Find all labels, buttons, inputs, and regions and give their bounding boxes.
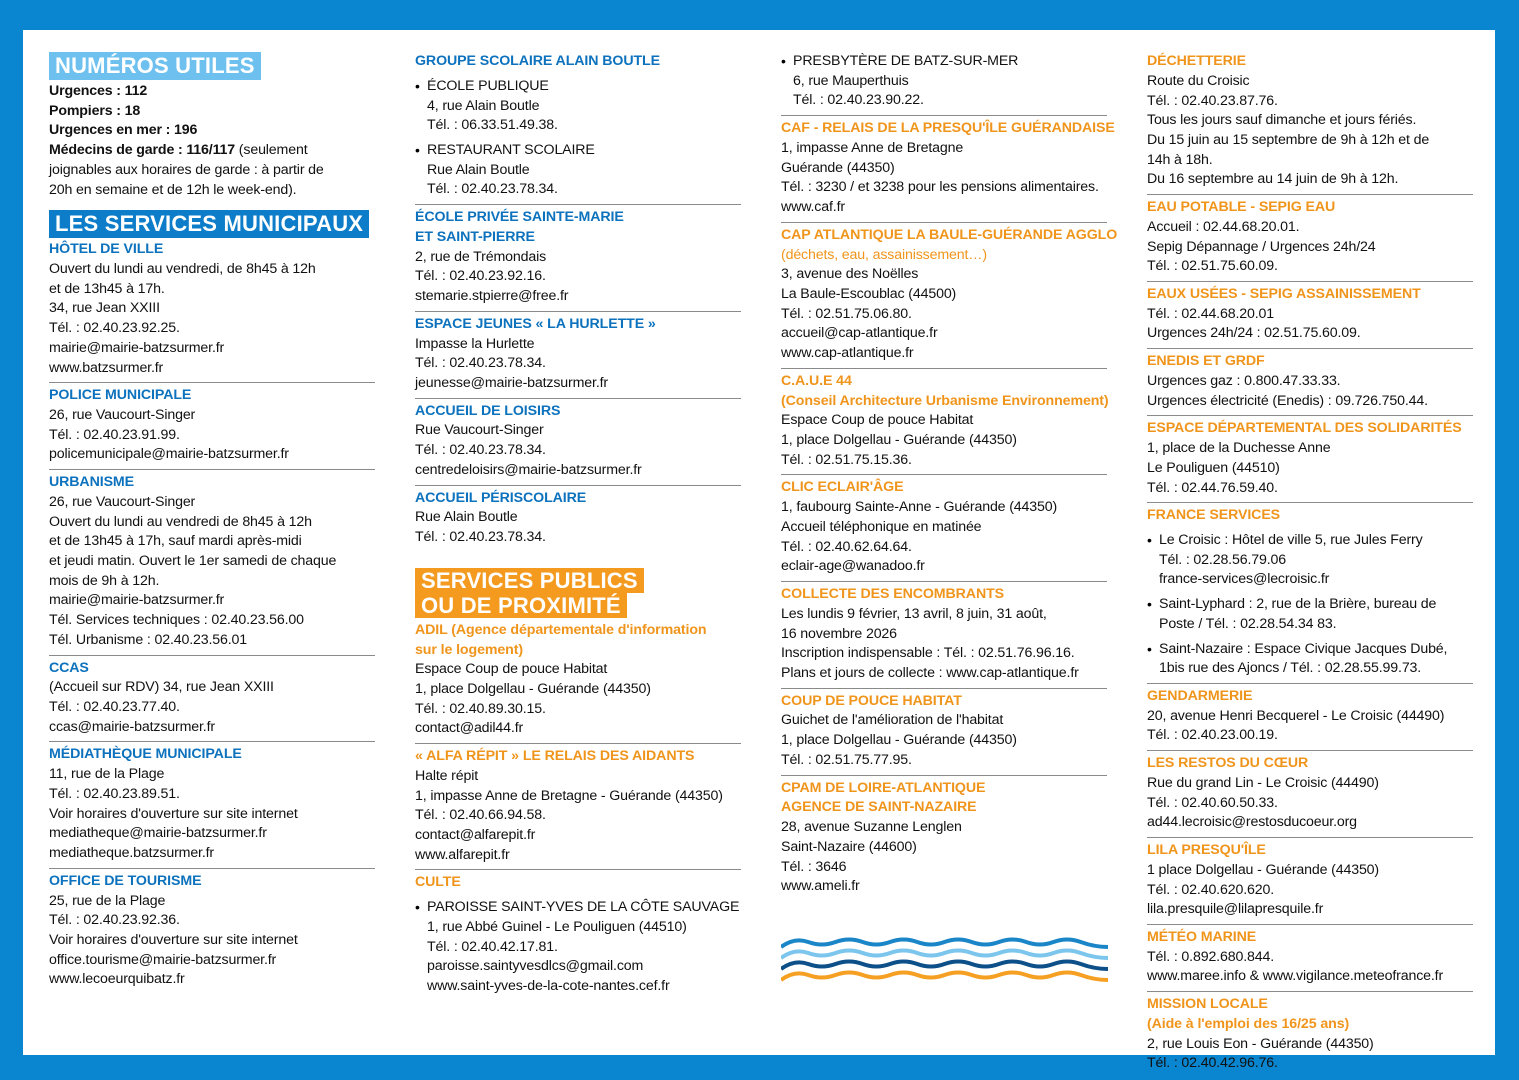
section-title: CCAS [49, 659, 89, 676]
numero-medecins [49, 141, 375, 161]
phone: Tél. : 02.40.23.00.19. [1147, 727, 1278, 744]
phone: Tél. : 02.40.23.92.25. [49, 320, 180, 337]
section-restos-du-coeur [1147, 751, 1473, 838]
email-link[interactable]: jeunesse@mairie-batzsurmer.fr [415, 374, 608, 391]
section-title: ENEDIS ET GRDF [1147, 353, 1265, 370]
section-espace-jeunes [415, 312, 741, 399]
address: Route du Croisic [1147, 72, 1250, 89]
section-title: MISSION LOCALE [1147, 996, 1268, 1013]
email-link[interactable]: ccas@mairie-batzsurmer.fr [49, 718, 215, 735]
section-title: OFFICE DE TOURISME [49, 872, 202, 889]
bullet-title: ÉCOLE PUBLIQUE [427, 77, 549, 94]
phone: Tél. : 02.44.76.59.40. [1147, 479, 1278, 496]
section-lila-presquile [1147, 838, 1473, 925]
bullet-icon: • [1147, 596, 1152, 613]
phone: Tél. : 02.40.89.30.15. [415, 700, 546, 717]
website-link[interactable]: www.saint-yves-de-la-cote-nantes.cef.fr [427, 978, 670, 995]
address: 1, place de la Duchesse Anne [1147, 440, 1331, 457]
dates: Les lundis 9 février, 13 avril, 8 juin, 31 août, [781, 605, 1047, 622]
address: Le Pouliguen (44510) [1147, 459, 1280, 476]
website-link[interactable]: www.batzsurmer.fr [49, 359, 164, 376]
address: Saint-Nazaire (44600) [781, 838, 917, 855]
address: 1, place Dolgellau - Guérande (44350) [781, 432, 1017, 449]
phone: Urgences 24h/24 : 02.51.75.60.09. [1147, 325, 1361, 342]
address: Guérande (44350) [781, 159, 895, 176]
bullet-saint-lyphard [1147, 595, 1473, 634]
hours: Ouvert du lundi au vendredi, de 8h45 à 12h [49, 261, 316, 278]
address: 26, rue Vaucourt-Singer [49, 493, 196, 510]
bullet-ecole-publique [415, 77, 741, 136]
section-title: GENDARMERIE [1147, 687, 1253, 704]
address: 28, avenue Suzanne Lenglen [781, 819, 962, 836]
email-link[interactable]: france-services@lecroisic.fr [1159, 571, 1330, 588]
phone: Tél. : 02.40.23.90.22. [793, 92, 924, 109]
address: Rue du grand Lin - Le Croisic (44490) [1147, 774, 1379, 791]
address: 1, impasse Anne de Bretagne [781, 139, 964, 156]
hours: mois de 9h à 12h. [49, 572, 160, 589]
phone: Tél. : 02.51.75.06.80. [781, 305, 912, 322]
section-encombrants [781, 582, 1107, 689]
hours: Du 16 septembre au 14 juin de 9h à 12h. [1147, 171, 1399, 188]
email-link[interactable]: contact@alfarepit.fr [415, 827, 536, 844]
address: 20, avenue Henri Becquerel - Le Croisic (44490) [1147, 707, 1445, 724]
phone: Tél. : 06.33.51.49.38. [427, 117, 558, 134]
phone: Tél. : 02.40.23.78.34. [427, 181, 558, 198]
section-title: GROUPE SCOLAIRE ALAIN BOUTLE [415, 53, 660, 69]
phone: Tél. : 02.40.60.50.33. [1147, 794, 1278, 811]
section-police-municipale [49, 383, 375, 470]
phone: Tél. : 3230 / et 3238 pour les pensions alimentaires. [781, 179, 1099, 196]
phone: Tél. : 02.40.23.92.16. [415, 268, 546, 285]
services-municipaux-title: LES SERVICES MUNICIPAUX [49, 210, 369, 238]
email-link[interactable]: centredeloisirs@mairie-batzsurmer.fr [415, 461, 642, 478]
email-link[interactable]: mediatheque@mairie-batzsurmer.fr [49, 825, 267, 842]
section-presbytere [781, 52, 1107, 116]
hours: Ouvert du lundi au vendredi de 8h45 à 12h [49, 513, 312, 530]
email-link[interactable]: eclair-age@wanadoo.fr [781, 558, 925, 575]
website-link[interactable]: www.cap-atlantique.fr [781, 345, 914, 362]
services-publics-title [415, 568, 741, 618]
address: 34, rue Jean XXIII [49, 300, 160, 317]
address: 6, rue Mauperthuis [793, 72, 909, 89]
section-title-line2: AGENCE DE SAINT-NAZAIRE [781, 799, 977, 816]
bullet-icon: • [781, 53, 786, 69]
section-title: « ALFA RÉPIT » LE RELAIS DES AIDANTS [415, 748, 695, 765]
address: Impasse la Hurlette [415, 335, 535, 352]
section-cap-atlantique [781, 223, 1118, 369]
section-title: EAU POTABLE - SEPIG EAU [1147, 199, 1336, 216]
phone: Tél. : 02.40.23.77.40. [49, 699, 180, 716]
address: 1, impasse Anne de Bretagne - Guérande (44350) [415, 787, 723, 804]
bullet-paroisse [415, 898, 741, 997]
bullet-saint-nazaire [1147, 640, 1473, 679]
hours-note: Voir horaires d'ouverture sur site internet [49, 805, 298, 822]
address: Rue Vaucourt-Singer [415, 422, 544, 439]
phone: Tél. : 02.44.68.20.01 [1147, 305, 1274, 322]
email-link[interactable]: mairie@mairie-batzsurmer.fr [49, 339, 225, 356]
phone: Urgences électricité (Enedis) : 09.726.750.44. [1147, 392, 1428, 409]
website-link[interactable]: www.lecoeurquibatz.fr [49, 971, 185, 988]
section-title-line2: (Aide à l'emploi des 16/25 ans) [1147, 1015, 1350, 1032]
address: 11, rue de la Plage [49, 766, 165, 783]
section-enedis-grdf [1147, 349, 1473, 416]
section-title: CULTE [415, 874, 461, 891]
address: 1, place Dolgellau - Guérande (44350) [781, 732, 1017, 749]
section-adil [415, 621, 741, 744]
section-title: COUP DE POUCE HABITAT [781, 692, 962, 709]
bullet-title: PAROISSE SAINT-YVES DE LA CÔTE SAUVAGE [427, 899, 740, 916]
email-link[interactable]: policemunicipale@mairie-batzsurmer.fr [49, 446, 289, 463]
email-link[interactable]: lila.presquile@lilapresquile.fr [1147, 901, 1324, 918]
waves-decoration-icon [781, 935, 1108, 997]
phone: Poste / Tél. : 02.28.54.34 83. [1159, 615, 1337, 632]
address: Halte répit [415, 767, 479, 784]
bullet-icon: • [415, 77, 420, 94]
address: 2, rue Louis Eon - Guérande (44350) [1147, 1035, 1374, 1052]
email-link[interactable]: contact@adil44.fr [415, 720, 524, 737]
section-caue [781, 369, 1107, 476]
section-office-tourisme [49, 869, 375, 994]
website-link[interactable]: mediatheque.batzsurmer.fr [49, 845, 215, 862]
section-eaux-usees [1147, 282, 1473, 349]
section-title-line2: (Conseil Architecture Urbanisme Environnement) [781, 392, 1109, 409]
section-title: ESPACE JEUNES « LA HURLETTE » [415, 315, 656, 332]
section-culte [415, 870, 741, 1000]
bullet-icon: • [415, 141, 420, 158]
section-title: ÉCOLE PRIVÉE SAINTE-MARIE [415, 209, 624, 226]
dates: 16 novembre 2026 [781, 625, 897, 642]
phone: Tél. Urbanisme : 02.40.23.56.01 [49, 631, 248, 648]
bullet-icon: • [1147, 640, 1152, 657]
numeros-utiles-title: NUMÉROS UTILES [49, 52, 261, 80]
services-publics-title-line2: OU DE PROXIMITÉ [415, 593, 627, 618]
phone: Tél. : 02.40.23.78.34. [415, 442, 546, 459]
address: (Accueil sur RDV) 34, rue Jean XXIII [49, 679, 274, 696]
section-mediatheque [49, 742, 375, 868]
medecins-label: Médecins de garde : 116/117 [49, 142, 236, 159]
phone: Tél. : 3646 [781, 858, 847, 875]
medecins-note-line3: 20h en semaine et de 12h le week-end). [49, 181, 297, 198]
address: 4, rue Alain Boutle [427, 97, 540, 114]
services-publics-title-line1: SERVICES PUBLICS [415, 568, 644, 593]
section-urbanisme [49, 470, 375, 655]
website-link[interactable]: www.caf.fr [781, 199, 845, 216]
bullet-title: RESTAURANT SCOLAIRE [427, 141, 595, 158]
section-clic [781, 475, 1107, 582]
phone: Tél. : 02.40.62.64.64. [781, 538, 912, 555]
phone: Tél. : 02.51.75.60.09. [1147, 258, 1278, 275]
numero-pompiers: Pompiers : 18 [49, 102, 141, 119]
section-meteo-marine [1147, 925, 1473, 992]
phone: Tél. Services techniques : 02.40.23.56.00 [49, 612, 304, 629]
section-title-line2: ET SAINT-PIERRE [415, 228, 535, 245]
phone: Tél. : 02.40.23.78.34. [415, 355, 546, 372]
website-link[interactable]: www.maree.info & www.vigilance.meteofrance.fr [1147, 968, 1444, 985]
page [23, 30, 1495, 1072]
medecins-note-line2: joignables aux horaires de garde : à partir de [49, 161, 324, 178]
hours: Du 15 juin au 15 septembre de 9h à 12h et de [1147, 131, 1430, 148]
section-title: LILA PRESQU'ÎLE [1147, 842, 1266, 859]
section-dechetterie [1147, 52, 1473, 195]
bullet-title: PRESBYTÈRE DE BATZ-SUR-MER [793, 53, 1019, 69]
hours: et jeudi matin. Ouvert le 1er samedi de chaque [49, 553, 337, 570]
phone: Accueil : 02.44.68.20.01. [1147, 218, 1300, 235]
phone: Tél. : 02.40.23.92.36. [49, 912, 180, 929]
website-link[interactable]: Plans et jours de collecte : www.cap-atlantique.fr [781, 664, 1079, 681]
address: Rue Alain Boutle [415, 509, 518, 526]
section-mission-locale [1147, 992, 1473, 1078]
address: Guichet de l'amélioration de l'habitat [781, 712, 1004, 729]
email-link[interactable]: ad44.lecroisic@restosducoeur.org [1147, 814, 1357, 831]
address: Saint-Nazaire : Espace Civique Jacques Dubé, [1159, 640, 1448, 657]
bullet-icon: • [415, 899, 420, 916]
section-title: HÔTEL DE VILLE [49, 241, 164, 258]
section-coup-de-pouce [781, 689, 1107, 776]
phone: Inscription indispensable : Tél. : 02.51.76.96.16. [781, 645, 1075, 662]
address: La Baule-Escoublac (44500) [781, 285, 957, 302]
section-title: C.A.U.E 44 [781, 372, 852, 389]
address: 3, avenue des Noëlles [781, 266, 919, 283]
column-3 [781, 52, 1118, 901]
section-title: CAP ATLANTIQUE LA BAULE-GUÉRANDE AGGLO [781, 226, 1118, 243]
phone: Tél. : 02.51.75.15.36. [781, 451, 912, 468]
column-2 [415, 52, 741, 1001]
hours: 14h à 18h. [1147, 151, 1213, 168]
address: 2, rue de Trémondais [415, 248, 547, 265]
bullet-icon: • [1147, 532, 1152, 549]
address: Saint-Lyphard : 2, rue de la Brière, bureau de [1159, 596, 1437, 613]
section-accueil-loisirs [415, 399, 741, 486]
section-title: CAF - RELAIS DE LA PRESQU'ÎLE GUÉRANDAISE [781, 120, 1115, 137]
section-title: MÉDIATHÈQUE MUNICIPALE [49, 746, 242, 763]
phone: Urgences gaz : 0.800.47.33.33. [1147, 372, 1341, 389]
bullet-presbytere [781, 52, 1107, 111]
section-title: POLICE MUNICIPALE [49, 387, 192, 404]
email-link[interactable]: stemarie.stpierre@free.fr [415, 288, 569, 305]
section-title: CPAM DE LOIRE-ATLANTIQUE [781, 779, 986, 796]
phone: Tél. : 02.40.42.96.76. [1147, 1055, 1278, 1072]
address: 1, faubourg Sainte-Anne - Guérande (44350) [781, 499, 1058, 516]
section-alfa-repit [415, 744, 741, 870]
hours: et de 13h45 à 17h. [49, 280, 165, 297]
section-title: DÉCHETTERIE [1147, 53, 1247, 69]
address: Espace Coup de pouce Habitat [781, 412, 974, 429]
address: 1 place Dolgellau - Guérande (44350) [1147, 861, 1379, 878]
section-title: LES RESTOS DU CŒUR [1147, 755, 1309, 772]
address: Espace Coup de pouce Habitat [415, 661, 608, 678]
section-groupe-scolaire [415, 52, 741, 205]
section-hotel-de-ville [49, 240, 375, 383]
section-title: EAUX USÉES - SEPIG ASSAINISSEMENT [1147, 285, 1421, 302]
section-title: COLLECTE DES ENCOMBRANTS [781, 586, 1005, 603]
address: 25, rue de la Plage [49, 892, 166, 909]
section-title: ESPACE DÉPARTEMENTAL DES SOLIDARITÉS [1147, 420, 1462, 437]
section-title: ACCUEIL DE LOISIRS [415, 402, 561, 419]
address: 1, place Dolgellau - Guérande (44350) [415, 681, 651, 698]
phone: Tél. : 02.40.23.89.51. [49, 785, 180, 802]
email-link[interactable]: office.tourisme@mairie-batzsurmer.fr [49, 951, 277, 968]
hours: et de 13h45 à 17h, sauf mardi après-midi [49, 533, 302, 550]
section-title: URBANISME [49, 474, 135, 491]
section-title: MÉTÉO MARINE [1147, 928, 1257, 945]
hours-note: Accueil téléphonique en matinée [781, 518, 982, 535]
note: Sepig Dépannage / Urgences 24h/24 [1147, 238, 1376, 255]
section-cpam [781, 776, 1107, 901]
address: 26, rue Vaucourt-Singer [49, 407, 196, 424]
section-subtitle: (déchets, eau, assainissement…) [781, 246, 987, 263]
phone: Tél. : 02.40.620.620. [1147, 881, 1274, 898]
phone: Tél. : 02.40.23.91.99. [49, 426, 180, 443]
phone: Tél. : 02.28.56.79.06 [1159, 551, 1286, 568]
section-title: ACCUEIL PÉRISCOLAIRE [415, 489, 587, 506]
column-1 [49, 52, 375, 994]
section-ccas [49, 656, 375, 743]
email-link[interactable]: paroisse.saintyvesdlcs@gmail.com [427, 958, 644, 975]
phone: Tél. : 02.51.75.77.95. [781, 751, 912, 768]
numero-urgences-mer: Urgences en mer : 196 [49, 122, 198, 139]
section-ecole-privee [415, 205, 741, 312]
phone: Tél. : 02.40.23.78.34. [415, 529, 546, 546]
phone: 1bis rue des Ajoncs / Tél. : 02.28.55.99.73. [1159, 660, 1422, 677]
email-link[interactable]: mairie@mairie-batzsurmer.fr [49, 592, 225, 609]
website-link[interactable]: www.ameli.fr [781, 878, 860, 895]
section-accueil-periscolaire [415, 486, 741, 552]
medecins-note: (seulement [235, 142, 308, 159]
section-eau-potable [1147, 195, 1473, 282]
bullet-restaurant-scolaire [415, 141, 741, 200]
section-title-line2: sur le logement) [415, 641, 523, 658]
section-title: FRANCE SERVICES [1147, 507, 1281, 524]
section-title: CLIC ECLAIR'ÂGE [781, 479, 904, 496]
numeros-utiles-list [49, 82, 375, 200]
column-4 [1147, 52, 1473, 1078]
section-espace-solidarites [1147, 416, 1473, 503]
hours-note: Voir horaires d'ouverture sur site internet [49, 931, 298, 948]
address: Le Croisic : Hôtel de ville 5, rue Jules Ferry [1159, 532, 1423, 549]
section-caf [781, 116, 1115, 223]
numero-urgences: Urgences : 112 [49, 83, 148, 99]
hours: Tous les jours sauf dimanche et jours fériés. [1147, 112, 1417, 129]
section-gendarmerie [1147, 684, 1473, 751]
phone: Tél. : 0.892.680.844. [1147, 948, 1274, 965]
section-france-services [1147, 503, 1473, 684]
email-link[interactable]: accueil@cap-atlantique.fr [781, 325, 938, 342]
address: Rue Alain Boutle [427, 161, 530, 178]
website-link[interactable]: www.alfarepit.fr [415, 846, 510, 863]
address: 1, rue Abbé Guinel - Le Pouliguen (44510) [427, 918, 687, 935]
phone: Tél. : 02.40.42.17.81. [427, 938, 558, 955]
phone: Tél. : 02.40.23.87.76. [1147, 92, 1278, 109]
section-title: ADIL (Agence départementale d'information [415, 621, 707, 638]
bullet-le-croisic [1147, 531, 1473, 590]
phone: Tél. : 02.40.66.94.58. [415, 807, 546, 824]
